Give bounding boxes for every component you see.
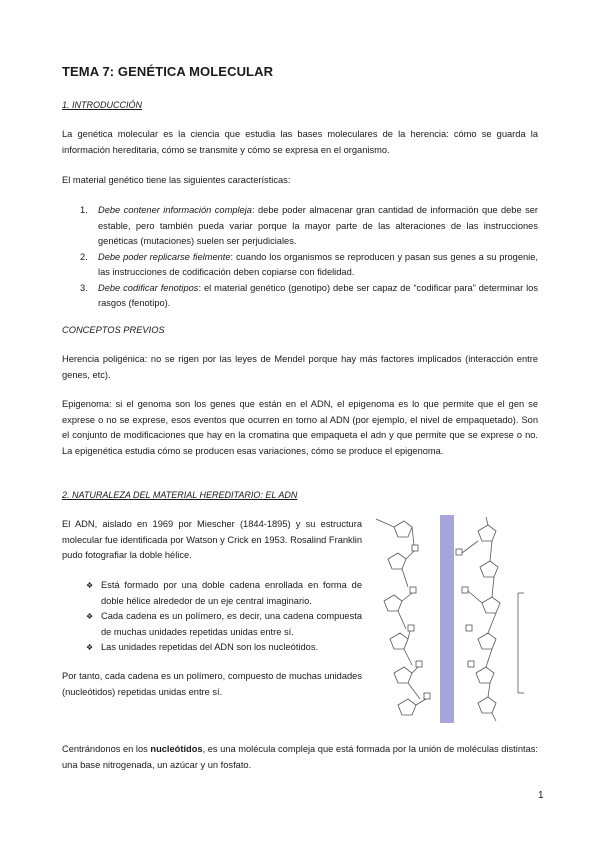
list-text: : el material genético (genotipo) debe ser capaz de “codificar para” determinar los rasgos (fenotipo). [98,282,538,308]
page-title: TEMA 7: GENÉTICA MOLECULAR [62,64,274,79]
list-number: 2. [80,251,88,262]
dna-structure-figure [368,513,536,725]
paragraph-characteristics-intro: El material genético tiene las siguientes características: [62,175,291,185]
dna-center-band [440,515,454,723]
paragraph-polymer: Por tanto, cada cadena es un polímero, compuesto de muchas unidades (nucleótidos) repetidas unidas entre sí. [62,671,362,697]
bullet-text: Cada cadena es un polímero, es decir, una cadena compuesta de muchas unidades repetidas unidas entre sí. [101,611,362,637]
nucleotides-text-before: Centrándonos en los [62,744,151,754]
paragraph-adn-history: El ADN, aislado en 1969 por Miescher (1844-1895) y su estructura molecular fue identificada por Watson y Crick en 1953. Rosalind Franklin pudo fotografiar la doble hélice. [62,519,362,560]
list-text: : cuando los organismos se reproducen y pasan sus genes a su progenie, las instrucciones de codificación deben copiarse con fidelidad. [98,251,539,277]
bullet-text: Está formado por una doble cadena enrollada en forma de doble hélice alrededor de un eje central imaginario. [101,580,362,606]
section-heading-intro: 1. INTRODUCCIÓN [62,100,143,110]
page-number: 1 [538,790,544,801]
list-item [80,281,538,312]
bullet-text: Las unidades repetidas del ADN son los nucleótidos. [101,642,319,652]
list-number: 3. [80,282,88,293]
list-text: : debe poder almacenar gran cantidad de información que debe ser estable, pero también pueda variar porque la mayor parte de las alteraciones de las instrucciones genéticas (mutaciones) suelen ser perjudiciales. [98,205,538,246]
list-lead: Debe codificar fenotipos [98,282,199,293]
diamond-bullet-icon: ❖ [86,643,94,652]
list-item [86,609,362,640]
diamond-bullet-icon: ❖ [86,581,94,590]
nucleotides-text-after: , es una molécula compleja que está formada por la unión de moléculas distintas: una base nitrogenada, un azúcar y un fosfato. [62,744,538,770]
adn-bullets [86,578,362,656]
dna-left-strand-icon [376,519,430,715]
paragraph-epigenome: Epigenoma: si el genoma son los genes que están en el ADN, el epigenoma es lo que permite que el gen se exprese o no se exprese, esos eventos que ocurren en torno al ADN (por ejemplo, el nivel de empaquetado). Son el conjunto de modificaciones que hay en la cromatina que empaqueta el adn y que permite que se exprese o no. La epigenética estudia cómo se producen esas variaciones, cómo se produce el epigenoma. [62,399,538,456]
section-heading-nature: 2. NATURALEZA DEL MATERIAL HEREDITARIO: EL ADN [62,490,298,500]
list-item [86,578,362,609]
list-item [80,250,538,281]
diamond-bullet-icon: ❖ [86,612,94,621]
dna-right-strand-icon [456,517,524,721]
paragraph-nucleotides [62,742,538,773]
characteristics-list [80,203,538,312]
list-item [86,640,362,656]
list-number: 1. [80,205,88,215]
paragraph-polygenic: Herencia poligénica: no se rigen por las leyes de Mendel porque hay más factores implicados (interacción entre genes, etc). [62,354,538,380]
list-item [80,203,538,250]
list-lead: Debe poder replicarse fielmente [98,251,231,262]
nucleotides-bold-term: nucleótidos [150,744,203,754]
concepts-heading: CONCEPTOS PREVIOS [62,325,165,335]
paragraph-definition: La genética molecular es la ciencia que estudia las bases moleculares de la herencia: cómo se guarda la información hereditaria, cómo se transmite y cómo se expresa en el organismo. [62,129,538,155]
list-lead: Debe contener información compleja [98,205,252,215]
